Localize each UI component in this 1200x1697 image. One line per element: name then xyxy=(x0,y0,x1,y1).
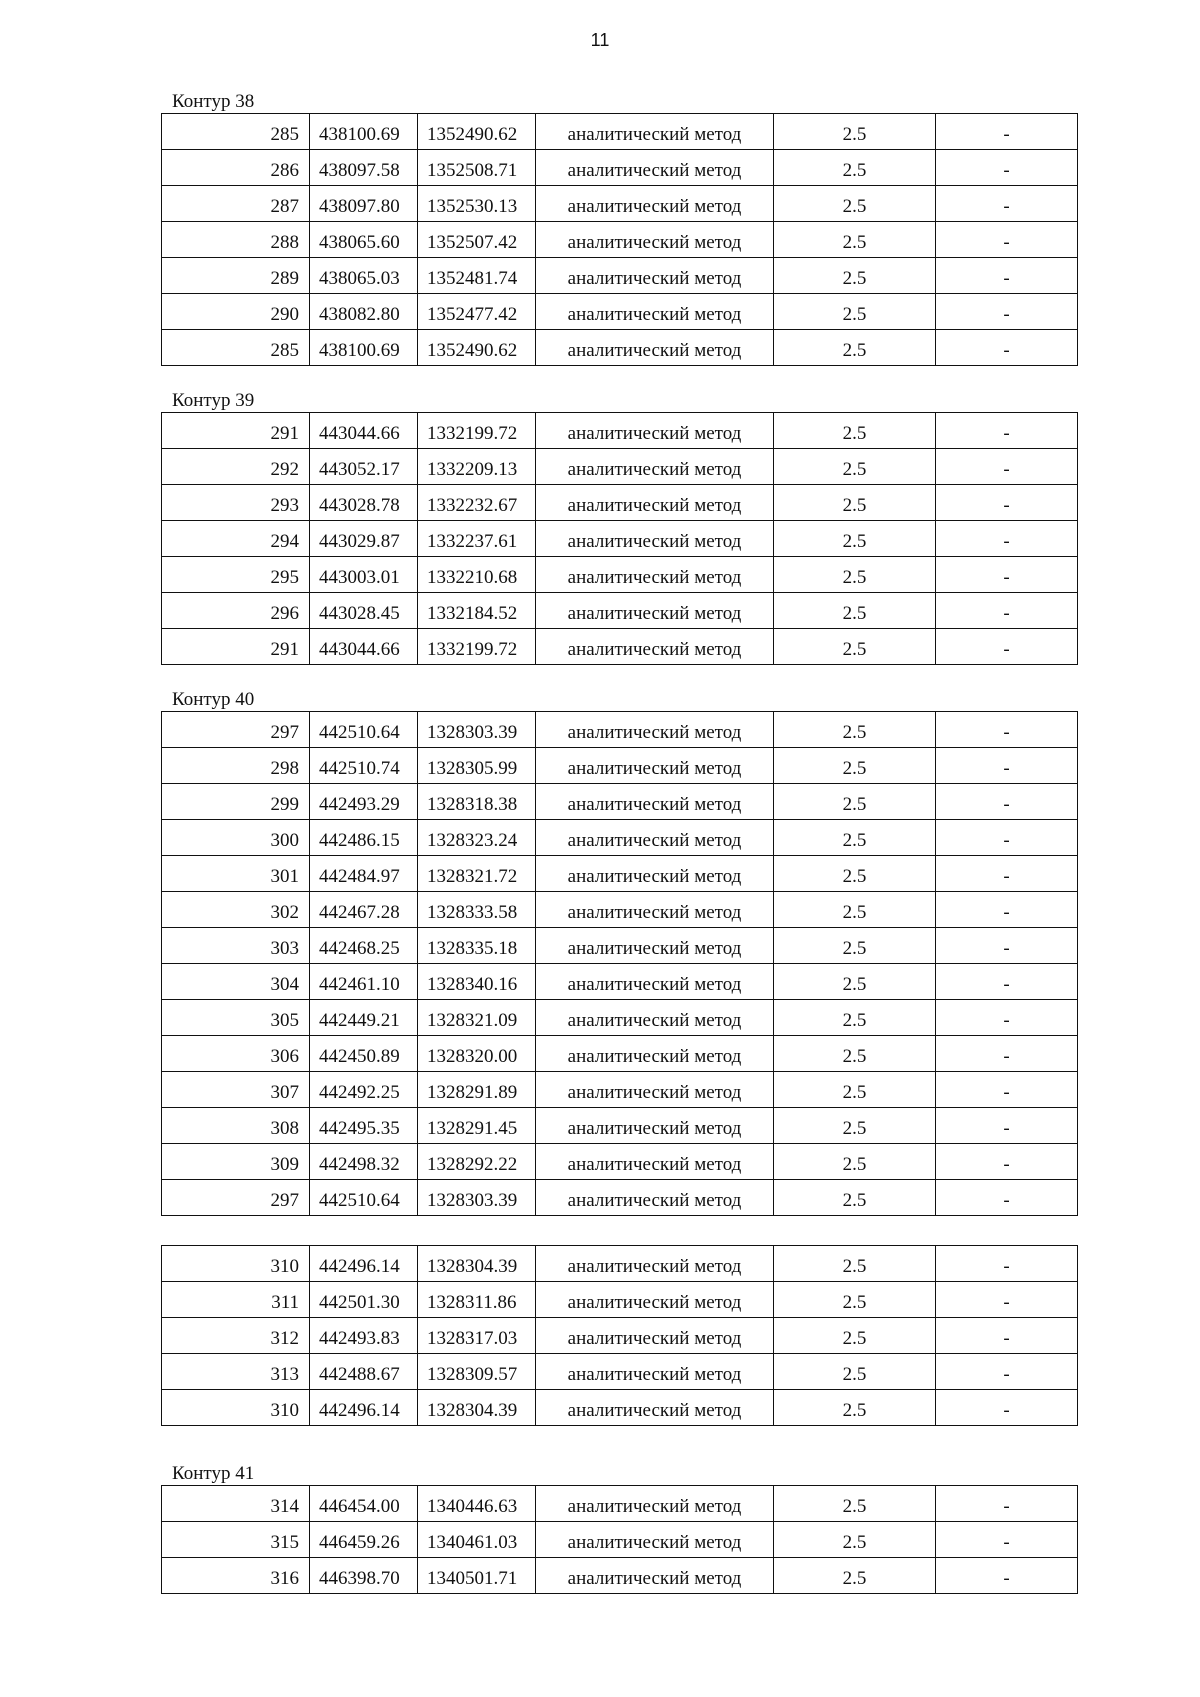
x-coordinate-cell: 442510.64 xyxy=(310,712,418,748)
table-row xyxy=(162,748,1078,784)
point-number-cell: 311 xyxy=(162,1282,310,1318)
y-coordinate-cell: 1340501.71 xyxy=(418,1558,536,1594)
y-coordinate-cell: 1328291.45 xyxy=(418,1108,536,1144)
x-coordinate-cell: 442468.25 xyxy=(310,928,418,964)
table-row xyxy=(162,1144,1078,1180)
table-row xyxy=(162,1522,1078,1558)
contour-label: Контур 38 xyxy=(172,91,255,112)
x-coordinate-cell: 442449.21 xyxy=(310,1000,418,1036)
y-coordinate-cell: 1328311.86 xyxy=(418,1282,536,1318)
dash-cell: - xyxy=(936,186,1078,222)
table-row xyxy=(162,186,1078,222)
method-cell: аналитический метод xyxy=(536,222,774,258)
dash-cell: - xyxy=(936,1144,1078,1180)
table-row xyxy=(162,150,1078,186)
x-coordinate-cell: 442467.28 xyxy=(310,892,418,928)
method-cell: аналитический метод xyxy=(536,1072,774,1108)
x-coordinate-cell: 443052.17 xyxy=(310,449,418,485)
y-coordinate-cell: 1352490.62 xyxy=(418,114,536,150)
method-cell: аналитический метод xyxy=(536,330,774,366)
y-coordinate-cell: 1332184.52 xyxy=(418,593,536,629)
x-coordinate-cell: 438100.69 xyxy=(310,114,418,150)
point-number-cell: 305 xyxy=(162,1000,310,1036)
dash-cell: - xyxy=(936,485,1078,521)
method-cell: аналитический метод xyxy=(536,186,774,222)
dash-cell: - xyxy=(936,114,1078,150)
table-row xyxy=(162,712,1078,748)
accuracy-cell: 2.5 xyxy=(774,1486,936,1522)
method-cell: аналитический метод xyxy=(536,784,774,820)
coordinates-table xyxy=(161,1485,1078,1594)
table-row xyxy=(162,521,1078,557)
point-number-cell: 306 xyxy=(162,1036,310,1072)
point-number-cell: 285 xyxy=(162,330,310,366)
dash-cell: - xyxy=(936,593,1078,629)
contour-section xyxy=(161,391,1077,665)
point-number-cell: 302 xyxy=(162,892,310,928)
y-coordinate-cell: 1352507.42 xyxy=(418,222,536,258)
table-row xyxy=(162,964,1078,1000)
point-number-cell: 291 xyxy=(162,413,310,449)
x-coordinate-cell: 442498.32 xyxy=(310,1144,418,1180)
x-coordinate-cell: 442495.35 xyxy=(310,1108,418,1144)
x-coordinate-cell: 438065.03 xyxy=(310,258,418,294)
accuracy-cell: 2.5 xyxy=(774,222,936,258)
dash-cell: - xyxy=(936,150,1078,186)
point-number-cell: 316 xyxy=(162,1558,310,1594)
table-row xyxy=(162,485,1078,521)
y-coordinate-cell: 1352481.74 xyxy=(418,258,536,294)
dash-cell: - xyxy=(936,748,1078,784)
method-cell: аналитический метод xyxy=(536,1036,774,1072)
accuracy-cell: 2.5 xyxy=(774,1318,936,1354)
accuracy-cell: 2.5 xyxy=(774,521,936,557)
dash-cell: - xyxy=(936,557,1078,593)
method-cell: аналитический метод xyxy=(536,1486,774,1522)
table-row xyxy=(162,1036,1078,1072)
point-number-cell: 310 xyxy=(162,1390,310,1426)
x-coordinate-cell: 443028.45 xyxy=(310,593,418,629)
accuracy-cell: 2.5 xyxy=(774,258,936,294)
method-cell: аналитический метод xyxy=(536,1390,774,1426)
contour-label: Контур 40 xyxy=(172,689,255,710)
y-coordinate-cell: 1328305.99 xyxy=(418,748,536,784)
table-row xyxy=(162,784,1078,820)
point-number-cell: 292 xyxy=(162,449,310,485)
y-coordinate-cell: 1328317.03 xyxy=(418,1318,536,1354)
x-coordinate-cell: 442493.83 xyxy=(310,1318,418,1354)
table-row xyxy=(162,1072,1078,1108)
accuracy-cell: 2.5 xyxy=(774,330,936,366)
table-row xyxy=(162,413,1078,449)
accuracy-cell: 2.5 xyxy=(774,557,936,593)
accuracy-cell: 2.5 xyxy=(774,712,936,748)
dash-cell: - xyxy=(936,1036,1078,1072)
x-coordinate-cell: 442492.25 xyxy=(310,1072,418,1108)
dash-cell: - xyxy=(936,820,1078,856)
table-row xyxy=(162,1390,1078,1426)
table-row xyxy=(162,258,1078,294)
y-coordinate-cell: 1332210.68 xyxy=(418,557,536,593)
accuracy-cell: 2.5 xyxy=(774,748,936,784)
x-coordinate-cell: 442510.74 xyxy=(310,748,418,784)
table-row xyxy=(162,557,1078,593)
x-coordinate-cell: 443003.01 xyxy=(310,557,418,593)
table-row xyxy=(162,294,1078,330)
x-coordinate-cell: 446459.26 xyxy=(310,1522,418,1558)
point-number-cell: 288 xyxy=(162,222,310,258)
y-coordinate-cell: 1328320.00 xyxy=(418,1036,536,1072)
accuracy-cell: 2.5 xyxy=(774,1246,936,1282)
method-cell: аналитический метод xyxy=(536,1180,774,1216)
table-row xyxy=(162,1318,1078,1354)
point-number-cell: 309 xyxy=(162,1144,310,1180)
y-coordinate-cell: 1340461.03 xyxy=(418,1522,536,1558)
point-number-cell: 315 xyxy=(162,1522,310,1558)
x-coordinate-cell: 438100.69 xyxy=(310,330,418,366)
dash-cell: - xyxy=(936,1072,1078,1108)
accuracy-cell: 2.5 xyxy=(774,114,936,150)
table-row xyxy=(162,1108,1078,1144)
dash-cell: - xyxy=(936,521,1078,557)
table-row xyxy=(162,1246,1078,1282)
accuracy-cell: 2.5 xyxy=(774,1072,936,1108)
accuracy-cell: 2.5 xyxy=(774,449,936,485)
y-coordinate-cell: 1352508.71 xyxy=(418,150,536,186)
point-number-cell: 308 xyxy=(162,1108,310,1144)
method-cell: аналитический метод xyxy=(536,1282,774,1318)
accuracy-cell: 2.5 xyxy=(774,820,936,856)
dash-cell: - xyxy=(936,413,1078,449)
dash-cell: - xyxy=(936,784,1078,820)
x-coordinate-cell: 438097.58 xyxy=(310,150,418,186)
dash-cell: - xyxy=(936,294,1078,330)
point-number-cell: 287 xyxy=(162,186,310,222)
point-number-cell: 294 xyxy=(162,521,310,557)
method-cell: аналитический метод xyxy=(536,892,774,928)
table-row xyxy=(162,1180,1078,1216)
method-cell: аналитический метод xyxy=(536,1558,774,1594)
accuracy-cell: 2.5 xyxy=(774,1354,936,1390)
dash-cell: - xyxy=(936,964,1078,1000)
point-number-cell: 299 xyxy=(162,784,310,820)
accuracy-cell: 2.5 xyxy=(774,593,936,629)
point-number-cell: 313 xyxy=(162,1354,310,1390)
table-row xyxy=(162,222,1078,258)
y-coordinate-cell: 1352530.13 xyxy=(418,186,536,222)
method-cell: аналитический метод xyxy=(536,485,774,521)
point-number-cell: 289 xyxy=(162,258,310,294)
point-number-cell: 298 xyxy=(162,748,310,784)
point-number-cell: 297 xyxy=(162,712,310,748)
point-number-cell: 312 xyxy=(162,1318,310,1354)
y-coordinate-cell: 1332199.72 xyxy=(418,413,536,449)
coordinates-table xyxy=(161,412,1078,665)
dash-cell: - xyxy=(936,1390,1078,1426)
accuracy-cell: 2.5 xyxy=(774,1144,936,1180)
point-number-cell: 307 xyxy=(162,1072,310,1108)
accuracy-cell: 2.5 xyxy=(774,1282,936,1318)
table-row xyxy=(162,1558,1078,1594)
accuracy-cell: 2.5 xyxy=(774,928,936,964)
contour-label: Контур 39 xyxy=(172,390,255,411)
point-number-cell: 301 xyxy=(162,856,310,892)
accuracy-cell: 2.5 xyxy=(774,964,936,1000)
accuracy-cell: 2.5 xyxy=(774,1036,936,1072)
y-coordinate-cell: 1352477.42 xyxy=(418,294,536,330)
y-coordinate-cell: 1328323.24 xyxy=(418,820,536,856)
x-coordinate-cell: 438082.80 xyxy=(310,294,418,330)
y-coordinate-cell: 1328333.58 xyxy=(418,892,536,928)
table-row xyxy=(162,1354,1078,1390)
table-row xyxy=(162,892,1078,928)
x-coordinate-cell: 442501.30 xyxy=(310,1282,418,1318)
x-coordinate-cell: 443044.66 xyxy=(310,629,418,665)
x-coordinate-cell: 442510.64 xyxy=(310,1180,418,1216)
contour-label xyxy=(161,1224,1077,1244)
accuracy-cell: 2.5 xyxy=(774,629,936,665)
dash-cell: - xyxy=(936,856,1078,892)
coordinates-table xyxy=(161,711,1078,1216)
point-number-cell: 293 xyxy=(162,485,310,521)
x-coordinate-cell: 442461.10 xyxy=(310,964,418,1000)
y-coordinate-cell: 1328335.18 xyxy=(418,928,536,964)
accuracy-cell: 2.5 xyxy=(774,784,936,820)
accuracy-cell: 2.5 xyxy=(774,1180,936,1216)
point-number-cell: 303 xyxy=(162,928,310,964)
y-coordinate-cell: 1328340.16 xyxy=(418,964,536,1000)
dash-cell: - xyxy=(936,1486,1078,1522)
dash-cell: - xyxy=(936,449,1078,485)
dash-cell: - xyxy=(936,1522,1078,1558)
contour-section xyxy=(161,1224,1077,1426)
accuracy-cell: 2.5 xyxy=(774,413,936,449)
y-coordinate-cell: 1328291.89 xyxy=(418,1072,536,1108)
y-coordinate-cell: 1340446.63 xyxy=(418,1486,536,1522)
dash-cell: - xyxy=(936,928,1078,964)
y-coordinate-cell: 1332237.61 xyxy=(418,521,536,557)
x-coordinate-cell: 443044.66 xyxy=(310,413,418,449)
accuracy-cell: 2.5 xyxy=(774,1522,936,1558)
dash-cell: - xyxy=(936,330,1078,366)
method-cell: аналитический метод xyxy=(536,629,774,665)
point-number-cell: 297 xyxy=(162,1180,310,1216)
method-cell: аналитический метод xyxy=(536,294,774,330)
method-cell: аналитический метод xyxy=(536,557,774,593)
dash-cell: - xyxy=(936,222,1078,258)
x-coordinate-cell: 443028.78 xyxy=(310,485,418,521)
accuracy-cell: 2.5 xyxy=(774,892,936,928)
coordinates-table xyxy=(161,113,1078,366)
accuracy-cell: 2.5 xyxy=(774,186,936,222)
y-coordinate-cell: 1328304.39 xyxy=(418,1390,536,1426)
x-coordinate-cell: 442486.15 xyxy=(310,820,418,856)
accuracy-cell: 2.5 xyxy=(774,856,936,892)
y-coordinate-cell: 1328318.38 xyxy=(418,784,536,820)
contour-section xyxy=(161,92,1077,366)
dash-cell: - xyxy=(936,712,1078,748)
table-row xyxy=(162,928,1078,964)
table-row xyxy=(162,629,1078,665)
point-number-cell: 314 xyxy=(162,1486,310,1522)
method-cell: аналитический метод xyxy=(536,1354,774,1390)
dash-cell: - xyxy=(936,1108,1078,1144)
method-cell: аналитический метод xyxy=(536,1318,774,1354)
dash-cell: - xyxy=(936,1246,1078,1282)
method-cell: аналитический метод xyxy=(536,521,774,557)
y-coordinate-cell: 1332199.72 xyxy=(418,629,536,665)
method-cell: аналитический метод xyxy=(536,964,774,1000)
y-coordinate-cell: 1328309.57 xyxy=(418,1354,536,1390)
method-cell: аналитический метод xyxy=(536,258,774,294)
dash-cell: - xyxy=(936,1558,1078,1594)
y-coordinate-cell: 1328292.22 xyxy=(418,1144,536,1180)
dash-cell: - xyxy=(936,1282,1078,1318)
point-number-cell: 310 xyxy=(162,1246,310,1282)
table-row xyxy=(162,856,1078,892)
table-row xyxy=(162,593,1078,629)
y-coordinate-cell: 1328321.09 xyxy=(418,1000,536,1036)
x-coordinate-cell: 438097.80 xyxy=(310,186,418,222)
table-row xyxy=(162,330,1078,366)
table-row xyxy=(162,1486,1078,1522)
x-coordinate-cell: 443029.87 xyxy=(310,521,418,557)
point-number-cell: 304 xyxy=(162,964,310,1000)
table-row xyxy=(162,1282,1078,1318)
method-cell: аналитический метод xyxy=(536,1522,774,1558)
dash-cell: - xyxy=(936,258,1078,294)
x-coordinate-cell: 442450.89 xyxy=(310,1036,418,1072)
contour-section xyxy=(161,690,1077,1216)
method-cell: аналитический метод xyxy=(536,820,774,856)
accuracy-cell: 2.5 xyxy=(774,1390,936,1426)
method-cell: аналитический метод xyxy=(536,150,774,186)
accuracy-cell: 2.5 xyxy=(774,1108,936,1144)
x-coordinate-cell: 446398.70 xyxy=(310,1558,418,1594)
method-cell: аналитический метод xyxy=(536,593,774,629)
point-number-cell: 295 xyxy=(162,557,310,593)
point-number-cell: 291 xyxy=(162,629,310,665)
dash-cell: - xyxy=(936,1180,1078,1216)
x-coordinate-cell: 442484.97 xyxy=(310,856,418,892)
accuracy-cell: 2.5 xyxy=(774,1000,936,1036)
y-coordinate-cell: 1328303.39 xyxy=(418,1180,536,1216)
y-coordinate-cell: 1328321.72 xyxy=(418,856,536,892)
accuracy-cell: 2.5 xyxy=(774,1558,936,1594)
method-cell: аналитический метод xyxy=(536,712,774,748)
x-coordinate-cell: 442488.67 xyxy=(310,1354,418,1390)
dash-cell: - xyxy=(936,1354,1078,1390)
method-cell: аналитический метод xyxy=(536,1108,774,1144)
accuracy-cell: 2.5 xyxy=(774,150,936,186)
accuracy-cell: 2.5 xyxy=(774,294,936,330)
method-cell: аналитический метод xyxy=(536,1000,774,1036)
coordinates-table xyxy=(161,1245,1078,1426)
point-number-cell: 296 xyxy=(162,593,310,629)
x-coordinate-cell: 438065.60 xyxy=(310,222,418,258)
method-cell: аналитический метод xyxy=(536,1144,774,1180)
table-row xyxy=(162,449,1078,485)
page-number: 11 xyxy=(590,30,610,50)
x-coordinate-cell: 442496.14 xyxy=(310,1390,418,1426)
method-cell: аналитический метод xyxy=(536,748,774,784)
dash-cell: - xyxy=(936,1318,1078,1354)
y-coordinate-cell: 1352490.62 xyxy=(418,330,536,366)
y-coordinate-cell: 1332232.67 xyxy=(418,485,536,521)
y-coordinate-cell: 1328303.39 xyxy=(418,712,536,748)
method-cell: аналитический метод xyxy=(536,449,774,485)
accuracy-cell: 2.5 xyxy=(774,485,936,521)
method-cell: аналитический метод xyxy=(536,114,774,150)
dash-cell: - xyxy=(936,892,1078,928)
dash-cell: - xyxy=(936,629,1078,665)
x-coordinate-cell: 442493.29 xyxy=(310,784,418,820)
x-coordinate-cell: 442496.14 xyxy=(310,1246,418,1282)
method-cell: аналитический метод xyxy=(536,1246,774,1282)
table-row xyxy=(162,114,1078,150)
table-row xyxy=(162,820,1078,856)
contour-label: Контур 41 xyxy=(172,1463,255,1484)
point-number-cell: 300 xyxy=(162,820,310,856)
method-cell: аналитический метод xyxy=(536,413,774,449)
point-number-cell: 286 xyxy=(162,150,310,186)
table-row xyxy=(162,1000,1078,1036)
dash-cell: - xyxy=(936,1000,1078,1036)
method-cell: аналитический метод xyxy=(536,856,774,892)
y-coordinate-cell: 1328304.39 xyxy=(418,1246,536,1282)
method-cell: аналитический метод xyxy=(536,928,774,964)
point-number-cell: 285 xyxy=(162,114,310,150)
point-number-cell: 290 xyxy=(162,294,310,330)
contour-section xyxy=(161,1464,1077,1594)
x-coordinate-cell: 446454.00 xyxy=(310,1486,418,1522)
y-coordinate-cell: 1332209.13 xyxy=(418,449,536,485)
